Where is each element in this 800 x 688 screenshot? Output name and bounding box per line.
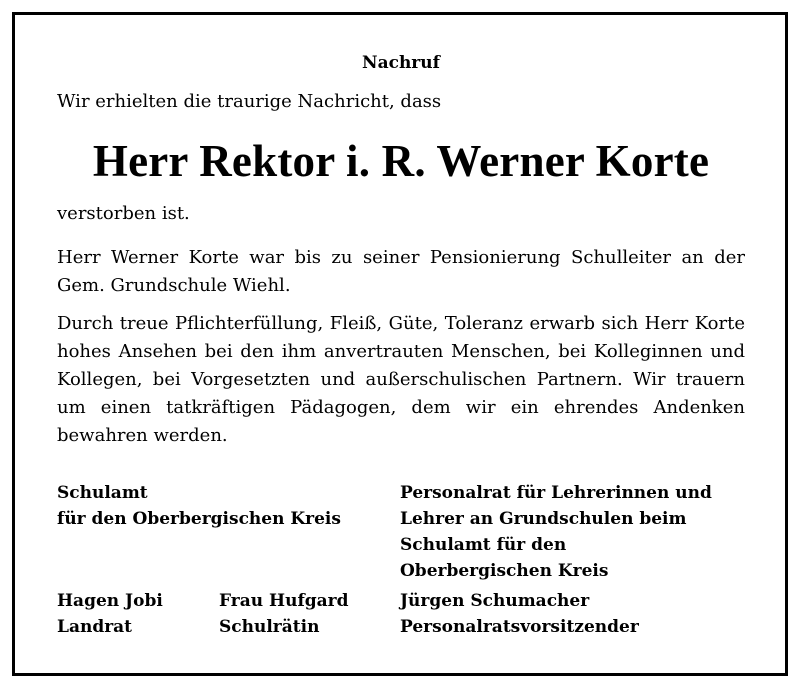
org-left-line-2: für den Oberbergischen Kreis: [57, 509, 341, 529]
signatory-1: [57, 588, 163, 640]
org-right-line-3: Schulamt für den: [400, 535, 567, 555]
org-right-line-1: Personalrat für Lehrerinnen und: [400, 483, 712, 503]
after-name-text: verstorben ist.: [57, 203, 190, 224]
paragraph-career: Herr Werner Korte war bis zu seiner Pensionierung Schulleiter an der Gem. Grundschule Wiehl.: [57, 247, 745, 296]
signatory-role: Schulrätin: [219, 617, 320, 637]
organization-school-office: [57, 480, 341, 532]
signatory-3: [400, 588, 639, 640]
paragraph-tribute: Durch treue Pflichterfüllung, Fleiß, Güte, Toleranz erwarb sich Herr Korte hohes Ansehen bei den ihm anvertrauten Menschen, bei Kolleginnen und Kollegen, bei Vorgesetzten und außerschulischen Partnern. Wir trauern um einen tatkräftigen Pädagogen, dem wir ein ehrendes Andenken bewahren werden.: [57, 313, 745, 446]
signatory-2: [219, 588, 349, 640]
org-right-line-2: Lehrer an Grundschulen beim: [400, 509, 687, 529]
intro-text: Wir erhielten die traurige Nachricht, dass: [57, 91, 442, 112]
signatory-name: Jürgen Schumacher: [400, 591, 590, 611]
notice-heading: Nachruf: [362, 53, 440, 73]
deceased-name: Herr Rektor i. R. Werner Korte: [92, 136, 710, 186]
org-right-line-4: Oberbergischen Kreis: [400, 561, 609, 581]
signatory-role: Personalratsvorsitzender: [400, 617, 639, 637]
signatory-name: Frau Hufgard: [219, 591, 349, 611]
org-left-line-1: Schulamt: [57, 483, 148, 503]
organization-staff-council: [400, 480, 712, 584]
signatory-name: Hagen Jobi: [57, 591, 163, 611]
signatory-role: Landrat: [57, 617, 133, 637]
